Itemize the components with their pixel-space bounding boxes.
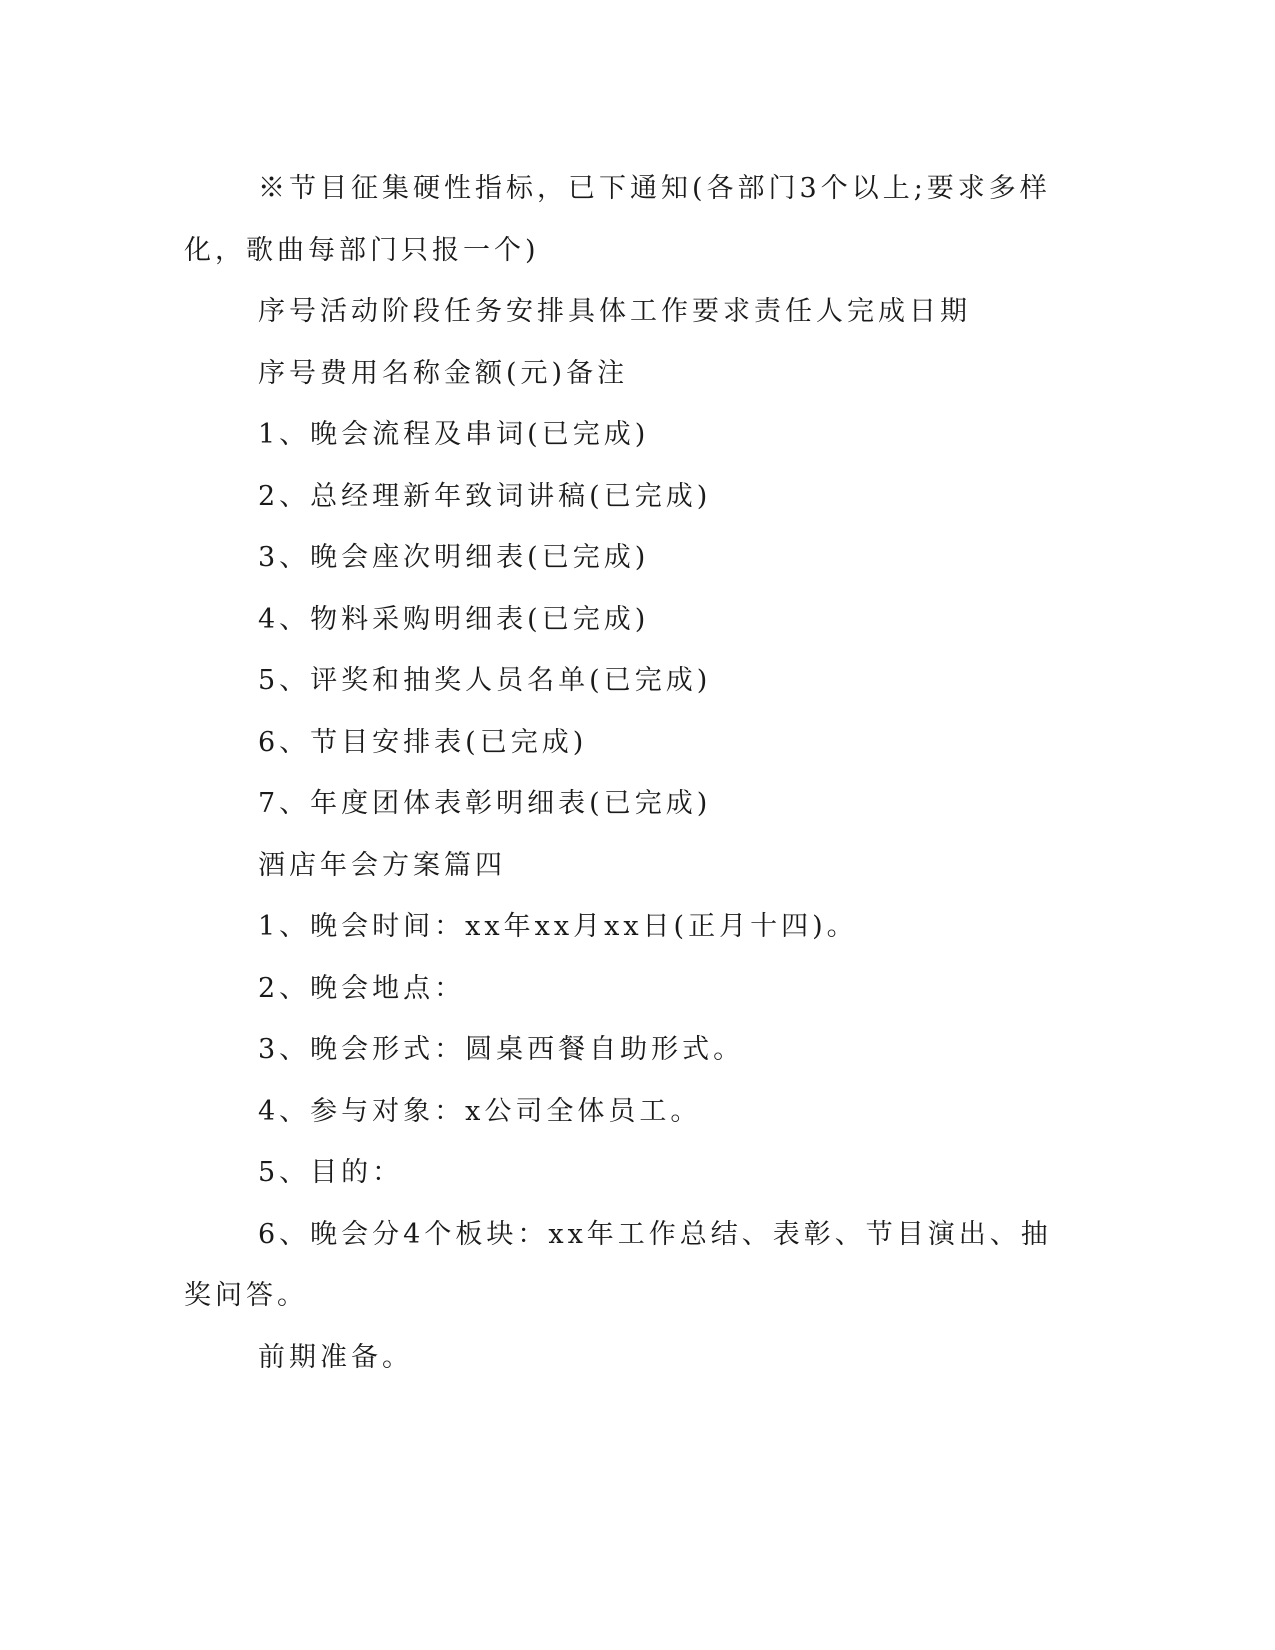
list-item-participants: 4、参与对象：x公司全体员工。 xyxy=(258,1095,702,1127)
list-item-2: 2、总经理新年致词讲稿(已完成) xyxy=(258,480,712,512)
document-body xyxy=(184,158,1064,1388)
list-item-3: 3、晚会座次明细表(已完成) xyxy=(258,542,650,573)
paragraph-program-requirements: ※节目征集硬性指标，已下通知(各部门3个以上;要求多样化，歌曲每部门只报一个) xyxy=(184,173,1051,266)
list-item-4: 4、物料采购明细表(已完成) xyxy=(258,603,650,635)
list-item-1: 1、晚会流程及串词(已完成) xyxy=(258,419,650,450)
section-heading: 酒店年会方案篇四 xyxy=(258,849,506,881)
paragraph-task-table-header: 序号活动阶段任务安排具体工作要求责任人完成日期 xyxy=(258,296,971,327)
list-item-6: 6、节目安排表(已完成) xyxy=(258,726,588,758)
list-item-sections: 6、晚会分4个板块：xx年工作总结、表彰、节目演出、抽奖问答。 xyxy=(184,1218,1052,1311)
list-item-location: 2、晚会地点： xyxy=(258,972,466,1004)
list-item-7: 7、年度团体表彰明细表(已完成) xyxy=(258,788,712,819)
list-item-purpose: 5、目的： xyxy=(258,1157,404,1188)
list-item-time: 1、晚会时间：xx年xx月xx日(正月十四)。 xyxy=(258,911,858,942)
list-item-5: 5、评奖和抽奖人员名单(已完成) xyxy=(258,665,712,696)
list-item-format: 3、晚会形式：圆桌西餐自助形式。 xyxy=(258,1034,745,1065)
paragraph-preparation: 前期准备。 xyxy=(258,1341,413,1373)
paragraph-cost-table-header: 序号费用名称金额(元)备注 xyxy=(258,357,629,389)
